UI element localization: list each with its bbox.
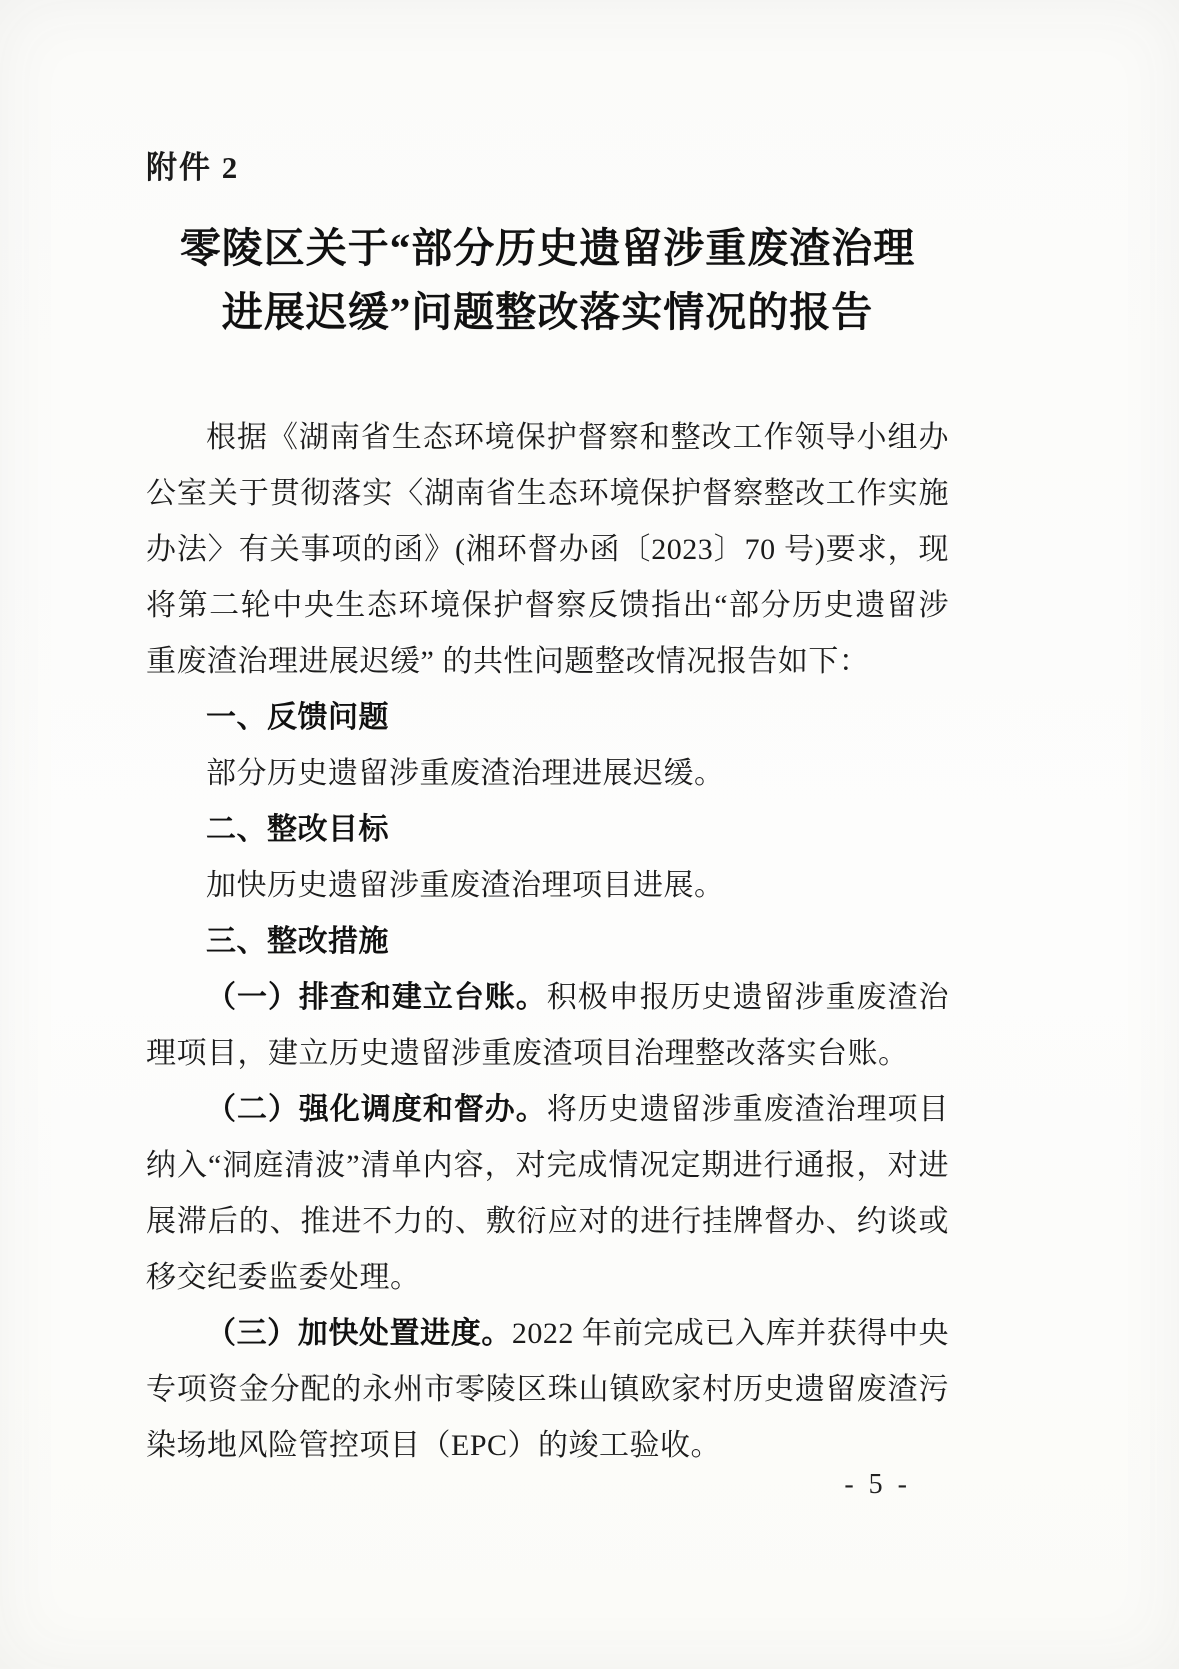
section-heading-rectification-measures: 三、整改措施 [206, 925, 389, 959]
paragraph-rectification-goal: 加快历史遗留涉重废渣治理项目进展。 [206, 869, 725, 903]
document-title [146, 217, 949, 344]
section-heading-rectification-goal: 二、整改目标 [206, 813, 389, 847]
document-title-line-2: 进展迟缓”问题整改落实情况的报告 [221, 288, 874, 335]
measure-2-text: 将历史遗留涉重废渣治理项目纳入“洞庭清波”清单内容，对完成情况定期进行通报，对进展滞后的、推进不力的、敷衍应对的进行挂牌督办、约谈或移交纪委监委处理。 [146, 1093, 950, 1295]
paragraph-measure-3 [146, 1306, 949, 1474]
paragraph-measure-2 [146, 1082, 949, 1306]
measure-1-text: 积极申报历史遗留涉重废渣治理项目，建立历史遗留涉重废渣项目治理整改落实台账。 [146, 981, 950, 1071]
measure-3-lead: （三）加快处置进度。 [206, 1317, 512, 1351]
measure-3-text: 2022 年前完成已入库并获得中央专项资金分配的永州市零陵区珠山镇欧家村历史遗留废渣污染场地风险管控项目（EPC）的竣工验收。 [146, 1317, 950, 1463]
paragraph-measure-1 [146, 970, 949, 1082]
document-title-line-1: 零陵区关于“部分历史遗留涉重废渣治理 [179, 225, 916, 271]
paragraph-feedback-problem: 部分历史遗留涉重废渣治理进展迟缓。 [206, 757, 725, 791]
paragraph-intro: 根据《湖南省生态环境保护督察和整改工作领导小组办公室关于贯彻落实〈湖南省生态环境保护督察整改工作实施办法〉有关事项的函》(湘环督办函〔2023〕70 号)要求，现将第二轮中央生态环境保护督察反馈指出“部分历史遗留涉重废渣治理进展迟缓” 的共性问题整改情况报告如下： [146, 421, 949, 679]
document-body [146, 410, 949, 1474]
attachment-label: 附件 2 [146, 150, 240, 185]
measure-1-lead: （一）排查和建立台账。 [206, 981, 547, 1015]
measure-2-lead: （二）强化调度和督办。 [206, 1093, 547, 1127]
page-number: - 5 - [844, 1469, 911, 1500]
section-heading-feedback-problem: 一、反馈问题 [206, 701, 389, 735]
